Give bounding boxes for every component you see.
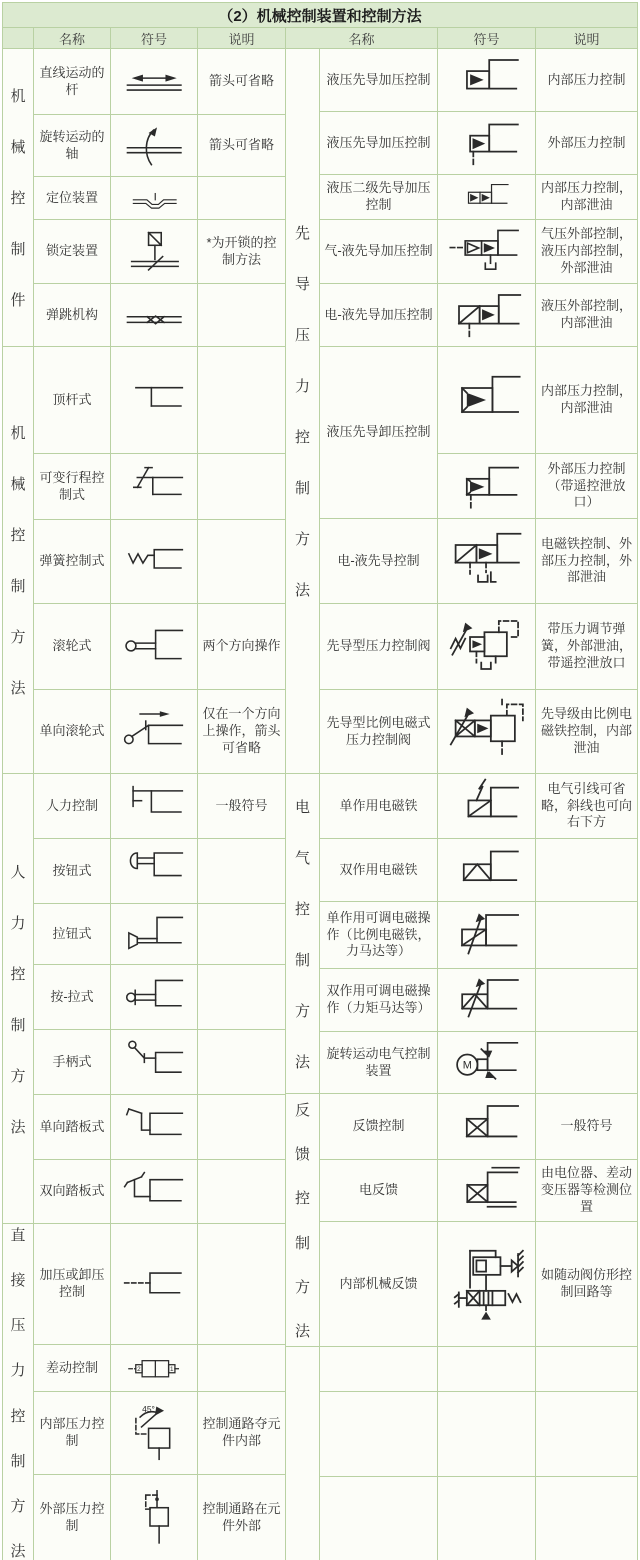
- name-cell: 电-液先导加压控制: [320, 284, 438, 347]
- plunger-symbol: [119, 375, 189, 424]
- category-char: 法: [10, 680, 26, 697]
- header-name-left: 名称: [34, 28, 111, 49]
- category-char: 力: [10, 1362, 26, 1380]
- symbol-cell: [438, 690, 536, 774]
- category-char: 压: [294, 327, 310, 344]
- category-char: 法: [10, 1118, 26, 1136]
- svg-text:45°: 45°: [141, 1404, 155, 1415]
- table-row: [320, 1347, 637, 1392]
- subrow-group: [438, 347, 637, 519]
- table-row: [34, 1345, 286, 1392]
- desc-cell: 气压外部控制，液压内部控制，外部泄油: [536, 220, 637, 284]
- sub-row: [438, 454, 637, 519]
- desc-cell: [198, 1224, 286, 1345]
- symbol-cell: [111, 1224, 198, 1345]
- desc-cell: [198, 965, 286, 1030]
- symbol-cell: [111, 177, 198, 220]
- pressure-direct-symbol: [119, 1259, 189, 1308]
- symbol-cell: [111, 284, 198, 347]
- category-char: 控: [294, 429, 310, 446]
- desc-cell: [536, 839, 637, 902]
- two-way-pedal-symbol: [119, 1167, 189, 1216]
- desc-cell: [536, 1032, 637, 1094]
- category-cell: [3, 49, 34, 347]
- desc-cell: 电气引线可省略，斜线也可向右下方: [536, 774, 637, 839]
- lock-symbol: [119, 227, 189, 276]
- name-cell: 单向踏板式: [34, 1095, 111, 1160]
- desc-cell: 一般符号: [536, 1094, 637, 1160]
- symbol-cell: [111, 1475, 198, 1560]
- hyd-pilot-unload-internal-symbol: [446, 372, 526, 428]
- table-row: [320, 690, 637, 774]
- name-cell: 手柄式: [34, 1030, 111, 1095]
- category-char: 械: [10, 139, 26, 156]
- symbol-cell: [438, 969, 536, 1032]
- desc-cell: 内部压力控制，内部泄油: [536, 175, 637, 220]
- table-row: [34, 177, 286, 220]
- lever-symbol: [119, 1037, 189, 1086]
- one-way-roller-symbol: [119, 707, 189, 756]
- desc-cell: 控制通路夺元件内部: [198, 1392, 286, 1475]
- internal-mechanical-feedback-symbol: [446, 1246, 526, 1323]
- table-row: [34, 1160, 286, 1224]
- spring-control-symbol: [119, 537, 189, 586]
- pull-button-symbol: [119, 909, 189, 958]
- table-row: [320, 1094, 637, 1160]
- category-char: 方: [294, 531, 310, 548]
- symbol-cell: [111, 904, 198, 965]
- name-cell: 差动控制: [34, 1345, 111, 1392]
- svg-text:2: 2: [136, 1365, 141, 1373]
- name-cell: 拉钮式: [34, 904, 111, 965]
- name-cell: 液压先导加压控制: [320, 112, 438, 175]
- hyd-pilot-unload-external-symbol: [446, 458, 526, 514]
- category-char: 接: [10, 1271, 26, 1289]
- category-char: 控: [10, 1407, 26, 1425]
- table-row: [34, 49, 286, 115]
- table-row: [34, 1030, 286, 1095]
- left-half: [3, 49, 286, 1560]
- category-char: 件: [10, 292, 26, 309]
- table-row: [34, 774, 286, 839]
- table-row: [320, 284, 637, 347]
- symbol-cell: [438, 112, 536, 175]
- rotary-electric-motor-symbol: [446, 1035, 526, 1090]
- category-char: 制: [10, 1452, 26, 1470]
- table-row: [34, 1095, 286, 1160]
- roller-symbol: [119, 622, 189, 671]
- desc-cell: [198, 904, 286, 965]
- symbol-cell: [111, 604, 198, 690]
- sub-row: [438, 347, 637, 454]
- desc-cell: [198, 177, 286, 220]
- hyd-pilot-internal-symbol: [446, 52, 526, 108]
- symbol-cell: [111, 1345, 198, 1392]
- section-rows: [34, 774, 286, 1224]
- column-header-row: [3, 28, 637, 49]
- symbol-cell: [111, 220, 198, 284]
- category-char: 气: [294, 849, 310, 867]
- category-char: 械: [10, 476, 26, 493]
- category-char: 控: [10, 965, 26, 983]
- symbol-cell: [111, 839, 198, 904]
- desc-cell: 由电位器、差动变压器等检测位置: [536, 1160, 637, 1222]
- desc-cell: 两个方向操作: [198, 604, 286, 690]
- symbol-cell: [111, 690, 198, 774]
- svg-text:1: 1: [169, 1365, 174, 1373]
- category-char: 机: [10, 88, 26, 105]
- name-cell: 弹簧控制式: [34, 520, 111, 604]
- desc-cell: [536, 1477, 637, 1560]
- desc-cell: 箭头可省略: [198, 115, 286, 177]
- table-row: [34, 284, 286, 347]
- symbol-cell: [438, 1477, 536, 1560]
- symbol-cell: [438, 1160, 536, 1222]
- name-cell: 双作用电磁铁: [320, 839, 438, 902]
- category-char: 方: [10, 1067, 26, 1085]
- name-cell: 外部压力控制: [34, 1475, 111, 1560]
- differential-symbol: [119, 1348, 189, 1388]
- section-机械控制方法: [3, 347, 286, 774]
- symbol-cell: [111, 115, 198, 177]
- symbol-cell: [438, 774, 536, 839]
- name-cell: 可变行程控制式: [34, 454, 111, 520]
- name-cell: [320, 1392, 438, 1477]
- desc-cell: 仅在一个方向上操作，箭头可省略: [198, 690, 286, 774]
- elec-hyd-pilot-press-symbol: [446, 287, 526, 343]
- symbol-cell: [438, 1222, 536, 1347]
- name-cell: 液压先导卸压控制: [320, 347, 438, 519]
- name-cell: 液压二级先导加压控制: [320, 175, 438, 220]
- symbol-cell: [111, 774, 198, 839]
- category-char: 压: [10, 1317, 26, 1335]
- section-机械控制件: [3, 49, 286, 347]
- header-desc-right: 说明: [536, 28, 637, 49]
- symbol-cell: [438, 839, 536, 902]
- desc-cell: [198, 1160, 286, 1224]
- solenoid-single-adjustable-symbol: [446, 907, 526, 963]
- table-row: [320, 902, 637, 969]
- name-cell: 人力控制: [34, 774, 111, 839]
- table-row: [320, 1032, 637, 1094]
- section-rows: [320, 49, 637, 774]
- name-cell: 直线运动的杆: [34, 49, 111, 115]
- category-char: 制: [294, 480, 310, 497]
- section-rows: [320, 1347, 637, 1560]
- desc-cell: 控制通路在元件外部: [198, 1475, 286, 1560]
- symbol-cell: [438, 1347, 536, 1392]
- category-char: 制: [294, 1234, 310, 1252]
- symbol-cell: [438, 519, 536, 604]
- solenoid-single-symbol: [446, 778, 526, 834]
- desc-cell: [536, 969, 637, 1032]
- symbol-cell: [438, 1094, 536, 1160]
- symbol-cell: [438, 604, 536, 690]
- symbol-cell: [438, 902, 536, 969]
- symbol-cell: [111, 1392, 198, 1475]
- jump-mechanism-symbol: [119, 290, 189, 339]
- symbol-cell: [438, 175, 536, 220]
- table-row: [34, 1224, 286, 1345]
- table-row: [320, 969, 637, 1032]
- desc-cell: [198, 454, 286, 520]
- desc-cell: 带压力调节弹簧，外部泄油，带遥控泄放口: [536, 604, 637, 690]
- table-row: [320, 175, 637, 220]
- category-char: 控: [10, 527, 26, 544]
- pilot-proportional-valve-symbol: [446, 698, 526, 765]
- desc-cell: 外部压力控制: [536, 112, 637, 175]
- desc-cell: [198, 284, 286, 347]
- category-char: 方: [294, 1002, 310, 1020]
- name-cell: 气-液先导加压控制: [320, 220, 438, 284]
- page-title: （2）机械控制装置和控制方法: [3, 3, 637, 28]
- desc-cell: 先导级由比例电磁铁控制，内部泄油: [536, 690, 637, 774]
- table-row: [320, 49, 637, 112]
- symbol-cell: [438, 347, 536, 454]
- category-char: 直: [10, 1226, 26, 1244]
- internal-pressure-symbol: [119, 1403, 189, 1462]
- desc-cell: [198, 1095, 286, 1160]
- category-char: 制: [294, 951, 310, 969]
- table-row: [34, 220, 286, 284]
- symbol-reference-table: [2, 2, 638, 1560]
- name-cell: 电-液先导控制: [320, 519, 438, 604]
- one-way-pedal-symbol: [119, 1102, 189, 1151]
- symbol-cell: [438, 1392, 536, 1477]
- name-cell: 按-拉式: [34, 965, 111, 1030]
- desc-cell: [536, 902, 637, 969]
- header-symbol-right: 符号: [438, 28, 536, 49]
- desc-cell: [198, 347, 286, 454]
- desc-cell: 内部压力控制，内部泄油: [536, 347, 637, 454]
- table-row: [34, 965, 286, 1030]
- category-char: 人: [10, 863, 26, 881]
- desc-cell: 箭头可省略: [198, 49, 286, 115]
- elec-hyd-pilot-symbol: [446, 529, 526, 593]
- name-cell: 先导型压力控制阀: [320, 604, 438, 690]
- category-cell: [3, 774, 34, 1224]
- table-row: [34, 115, 286, 177]
- table-row: [320, 1477, 637, 1560]
- symbol-cell: [111, 347, 198, 454]
- name-cell: 双向踏板式: [34, 1160, 111, 1224]
- symbol-cell: [438, 1032, 536, 1094]
- category-char: 方: [294, 1279, 310, 1297]
- table-row: [34, 839, 286, 904]
- category-cell: [3, 347, 34, 774]
- desc-cell: 内部压力控制: [536, 49, 637, 112]
- table-row: [34, 604, 286, 690]
- symbol-cell: [438, 284, 536, 347]
- table-row: [34, 520, 286, 604]
- name-cell: 定位装置: [34, 177, 111, 220]
- section-电气控制方法: [286, 774, 637, 1094]
- name-cell: 加压或卸压控制: [34, 1224, 111, 1345]
- name-cell: 旋转运动电气控制装置: [320, 1032, 438, 1094]
- section-rows: [34, 1224, 286, 1560]
- desc-cell: 一般符号: [198, 774, 286, 839]
- name-cell: 旋转运动的轴: [34, 115, 111, 177]
- right-half: [286, 49, 637, 1560]
- category-char: 法: [10, 1543, 26, 1560]
- desc-cell: [198, 839, 286, 904]
- table-row: [320, 347, 637, 519]
- desc-cell: 电磁铁控制、外部压力控制，外部泄油: [536, 519, 637, 604]
- name-cell: 单作用电磁铁: [320, 774, 438, 839]
- desc-cell: [536, 1392, 637, 1477]
- name-cell: [320, 1347, 438, 1392]
- section-empty: [286, 1347, 637, 1560]
- name-cell: 双作用可调电磁操作（力矩马达等）: [320, 969, 438, 1032]
- section-rows: [320, 774, 637, 1094]
- table-row: [320, 519, 637, 604]
- category-char: 制: [10, 241, 26, 258]
- symbol-cell: [111, 1160, 198, 1224]
- table-row: [34, 690, 286, 774]
- section-反馈控制方法: [286, 1094, 637, 1347]
- name-cell: 液压先导加压控制: [320, 49, 438, 112]
- desc-cell: [536, 1347, 637, 1392]
- table-row: [320, 1392, 637, 1477]
- linear-rod-symbol: [119, 57, 189, 106]
- desc-cell: [198, 520, 286, 604]
- table-row: [320, 1222, 637, 1347]
- symbol-cell: [438, 220, 536, 284]
- category-char: 力: [10, 914, 26, 932]
- table-row: [320, 604, 637, 690]
- table-row: [34, 347, 286, 454]
- desc-cell: *为开锁的控制方法: [198, 220, 286, 284]
- section-人力控制方法: [3, 774, 286, 1224]
- category-char: 控: [294, 900, 310, 918]
- category-char: 机: [10, 425, 26, 442]
- category-cell: [286, 49, 320, 774]
- section-rows: [320, 1094, 637, 1347]
- symbol-cell: [111, 1030, 198, 1095]
- push-pull-symbol: [119, 972, 189, 1021]
- category-char: 法: [294, 1323, 310, 1341]
- table-row: [34, 454, 286, 520]
- symbol-cell: [438, 454, 536, 519]
- section-rows: [34, 49, 286, 347]
- symbol-cell: [111, 454, 198, 520]
- name-cell: 单作用可调电磁操作（比例电磁铁，力马达等）: [320, 902, 438, 969]
- header-desc-left: 说明: [198, 28, 286, 49]
- rotating-shaft-symbol: [119, 121, 189, 170]
- table-row: [320, 112, 637, 175]
- category-char: 控: [10, 190, 26, 207]
- symbol-cell: [111, 965, 198, 1030]
- name-cell: 内部机械反馈: [320, 1222, 438, 1347]
- symbol-cell: [111, 1095, 198, 1160]
- hyd-two-stage-pilot-symbol: [446, 178, 526, 216]
- table-row: [34, 1475, 286, 1560]
- category-char: 电: [294, 798, 310, 816]
- desc-cell: [198, 1345, 286, 1392]
- section-直接压力控制方法: [3, 1224, 286, 1560]
- adjustable-plunger-symbol: [119, 462, 189, 511]
- desc-cell: 液压外部控制，内部泄油: [536, 284, 637, 347]
- category-char: 馈: [294, 1145, 310, 1163]
- category-char: 法: [294, 582, 310, 599]
- name-cell: 先导型比例电磁式压力控制阀: [320, 690, 438, 774]
- name-cell: [320, 1477, 438, 1560]
- category-char: 制: [10, 578, 26, 595]
- section-先导压力控制方法: [286, 49, 637, 774]
- table-row: [320, 774, 637, 839]
- symbol-cell: [111, 49, 198, 115]
- desc-cell: 外部压力控制（带遥控泄放口）: [536, 454, 637, 519]
- category-char: 控: [294, 1190, 310, 1208]
- category-char: 方: [10, 1498, 26, 1516]
- hyd-pilot-external-symbol: [446, 115, 526, 171]
- solenoid-double-adjustable-symbol: [446, 972, 526, 1028]
- category-cell: [286, 1094, 320, 1347]
- electric-feedback-symbol: [446, 1163, 526, 1218]
- desc-cell: 如随动阀仿形控制回路等: [536, 1222, 637, 1347]
- name-cell: 顶杆式: [34, 347, 111, 454]
- name-cell: 反馈控制: [320, 1094, 438, 1160]
- category-char: 先: [294, 225, 310, 242]
- air-hyd-pilot-symbol: [446, 223, 526, 280]
- category-char: 反: [294, 1101, 310, 1119]
- table-row: [320, 220, 637, 284]
- manual-symbol: [119, 781, 189, 830]
- feedback-general-symbol: [446, 1098, 526, 1154]
- svg-text:M: M: [463, 1059, 473, 1072]
- category-char: 方: [10, 629, 26, 646]
- category-char: 力: [294, 378, 310, 395]
- table-row: [34, 904, 286, 965]
- category-cell: [286, 1347, 320, 1560]
- table-row: [34, 1392, 286, 1475]
- header-name-right: 名称: [286, 28, 438, 49]
- category-char: 制: [10, 1016, 26, 1034]
- section-rows: [34, 347, 286, 774]
- category-char: 导: [294, 276, 310, 293]
- category-cell: [3, 1224, 34, 1560]
- header-spacer-left: [3, 28, 34, 49]
- header-symbol-left: 符号: [111, 28, 198, 49]
- external-pressure-symbol: [119, 1488, 189, 1547]
- name-cell: 电反馈: [320, 1160, 438, 1222]
- push-button-symbol: [119, 846, 189, 895]
- table-row: [320, 1160, 637, 1222]
- name-cell: 锁定装置: [34, 220, 111, 284]
- symbol-cell: [111, 520, 198, 604]
- name-cell: 滚轮式: [34, 604, 111, 690]
- table-row: [320, 839, 637, 902]
- name-cell: 按钮式: [34, 839, 111, 904]
- name-cell: 内部压力控制: [34, 1392, 111, 1475]
- detent-symbol: [119, 180, 189, 216]
- desc-cell: [198, 1030, 286, 1095]
- category-char: 法: [294, 1053, 310, 1071]
- pilot-pressure-valve-symbol: [446, 613, 526, 680]
- symbol-cell: [438, 49, 536, 112]
- name-cell: 单向滚轮式: [34, 690, 111, 774]
- category-cell: [286, 774, 320, 1094]
- name-cell: 弹跳机构: [34, 284, 111, 347]
- solenoid-double-symbol: [446, 842, 526, 898]
- table-body: [3, 49, 637, 1560]
